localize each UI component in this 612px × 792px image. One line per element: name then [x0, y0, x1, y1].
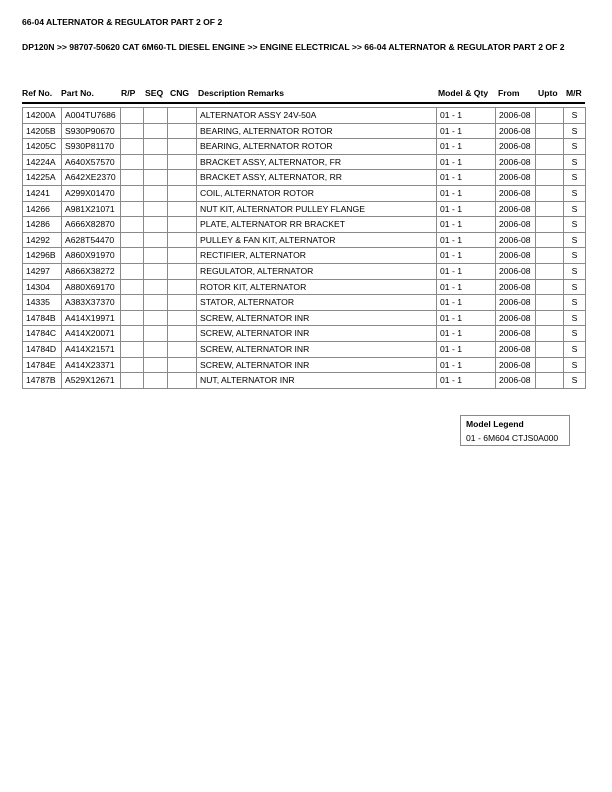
upto-cell [536, 357, 564, 373]
model-qty-cell: 01 - 1 [437, 123, 496, 139]
model-qty-cell: 01 - 1 [437, 108, 496, 124]
rp-cell [121, 248, 144, 264]
from-cell: 2006-08 [496, 295, 536, 311]
description-cell: BRACKET ASSY, ALTERNATOR, RR [197, 170, 437, 186]
ref-cell: 14286 [23, 217, 62, 233]
rp-cell [121, 201, 144, 217]
cng-cell [168, 263, 197, 279]
seq-cell [144, 232, 168, 248]
col-header-upto: Upto [538, 88, 558, 98]
col-header-model: Model & Qty [438, 88, 489, 98]
from-cell: 2006-08 [496, 326, 536, 342]
upto-cell [536, 201, 564, 217]
mr-cell: S [564, 357, 586, 373]
page-title: 66-04 ALTERNATOR & REGULATOR PART 2 OF 2 [22, 17, 223, 27]
ref-cell: 14205C [23, 139, 62, 155]
model-qty-cell: 01 - 1 [437, 217, 496, 233]
table-row [23, 295, 586, 311]
part-number-cell: A414X20071 [62, 326, 121, 342]
part-number-cell: S930P90670 [62, 123, 121, 139]
upto-cell [536, 279, 564, 295]
mr-cell: S [564, 295, 586, 311]
col-header-ref: Ref No. [22, 88, 53, 98]
model-legend-entry: 01 - 6M604 CTJS0A000 [466, 433, 559, 443]
ref-cell: 14292 [23, 232, 62, 248]
description-cell: COIL, ALTERNATOR ROTOR [197, 185, 437, 201]
upto-cell [536, 185, 564, 201]
upto-cell [536, 248, 564, 264]
description-cell: NUT, ALTERNATOR INR [197, 373, 437, 389]
seq-cell [144, 217, 168, 233]
seq-cell [144, 108, 168, 124]
cng-cell [168, 108, 197, 124]
mr-cell: S [564, 326, 586, 342]
cng-cell [168, 123, 197, 139]
table-row [23, 373, 586, 389]
mr-cell: S [564, 123, 586, 139]
seq-cell [144, 295, 168, 311]
part-number-cell: A866X38272 [62, 263, 121, 279]
seq-cell [144, 279, 168, 295]
rp-cell [121, 310, 144, 326]
cng-cell [168, 248, 197, 264]
model-qty-cell: 01 - 1 [437, 263, 496, 279]
description-cell: ALTERNATOR ASSY 24V-50A [197, 108, 437, 124]
description-cell: REGULATOR, ALTERNATOR [197, 263, 437, 279]
model-qty-cell: 01 - 1 [437, 201, 496, 217]
mr-cell: S [564, 139, 586, 155]
seq-cell [144, 263, 168, 279]
mr-cell: S [564, 170, 586, 186]
mr-cell: S [564, 310, 586, 326]
description-cell: SCREW, ALTERNATOR INR [197, 357, 437, 373]
model-qty-cell: 01 - 1 [437, 170, 496, 186]
part-number-cell: A666X82870 [62, 217, 121, 233]
model-qty-cell: 01 - 1 [437, 357, 496, 373]
upto-cell [536, 108, 564, 124]
rp-cell [121, 139, 144, 155]
model-legend [460, 415, 570, 446]
col-header-seq: SEQ [145, 88, 164, 98]
from-cell: 2006-08 [496, 154, 536, 170]
rp-cell [121, 123, 144, 139]
description-cell: SCREW, ALTERNATOR INR [197, 310, 437, 326]
from-cell: 2006-08 [496, 373, 536, 389]
ref-cell: 14304 [23, 279, 62, 295]
col-header-mr: M/R [566, 88, 582, 98]
rp-cell [121, 263, 144, 279]
ref-cell: 14296B [23, 248, 62, 264]
ref-cell: 14784B [23, 310, 62, 326]
description-cell: RECTIFIER, ALTERNATOR [197, 248, 437, 264]
model-qty-cell: 01 - 1 [437, 341, 496, 357]
ref-cell: 14784E [23, 357, 62, 373]
mr-cell: S [564, 108, 586, 124]
rp-cell [121, 108, 144, 124]
cng-cell [168, 310, 197, 326]
rp-cell [121, 373, 144, 389]
upto-cell [536, 263, 564, 279]
model-qty-cell: 01 - 1 [437, 248, 496, 264]
description-cell: SCREW, ALTERNATOR INR [197, 326, 437, 342]
description-cell: BRACKET ASSY, ALTERNATOR, FR [197, 154, 437, 170]
rp-cell [121, 154, 144, 170]
mr-cell: S [564, 248, 586, 264]
seq-cell [144, 123, 168, 139]
seq-cell [144, 326, 168, 342]
part-number-cell: S930P81170 [62, 139, 121, 155]
from-cell: 2006-08 [496, 217, 536, 233]
ref-cell: 14225A [23, 170, 62, 186]
part-number-cell: A880X69170 [62, 279, 121, 295]
table-row [23, 217, 586, 233]
rp-cell [121, 357, 144, 373]
description-cell: ROTOR KIT, ALTERNATOR [197, 279, 437, 295]
table-row [23, 326, 586, 342]
rp-cell [121, 341, 144, 357]
table-row [23, 185, 586, 201]
table-row [23, 357, 586, 373]
seq-cell [144, 170, 168, 186]
upto-cell [536, 373, 564, 389]
from-cell: 2006-08 [496, 263, 536, 279]
ref-cell: 14784D [23, 341, 62, 357]
description-cell: NUT KIT, ALTERNATOR PULLEY FLANGE [197, 201, 437, 217]
col-header-from: From [498, 88, 520, 98]
parts-table-body [23, 108, 586, 389]
cng-cell [168, 341, 197, 357]
upto-cell [536, 217, 564, 233]
cng-cell [168, 326, 197, 342]
from-cell: 2006-08 [496, 248, 536, 264]
part-number-cell: A981X21071 [62, 201, 121, 217]
cng-cell [168, 279, 197, 295]
model-legend-title: Model Legend [466, 419, 524, 429]
cng-cell [168, 357, 197, 373]
from-cell: 2006-08 [496, 201, 536, 217]
upto-cell [536, 232, 564, 248]
model-qty-cell: 01 - 1 [437, 326, 496, 342]
table-row [23, 232, 586, 248]
rp-cell [121, 170, 144, 186]
mr-cell: S [564, 263, 586, 279]
cng-cell [168, 373, 197, 389]
from-cell: 2006-08 [496, 279, 536, 295]
from-cell: 2006-08 [496, 185, 536, 201]
part-number-cell: A414X19971 [62, 310, 121, 326]
seq-cell [144, 201, 168, 217]
rp-cell [121, 326, 144, 342]
seq-cell [144, 373, 168, 389]
model-qty-cell: 01 - 1 [437, 295, 496, 311]
upto-cell [536, 170, 564, 186]
ref-cell: 14335 [23, 295, 62, 311]
part-number-cell: A383X37370 [62, 295, 121, 311]
part-number-cell: A414X21571 [62, 341, 121, 357]
seq-cell [144, 341, 168, 357]
table-row [23, 263, 586, 279]
model-qty-cell: 01 - 1 [437, 185, 496, 201]
col-header-desc: Description Remarks [198, 88, 284, 98]
cng-cell [168, 139, 197, 155]
rp-cell [121, 232, 144, 248]
table-row [23, 123, 586, 139]
from-cell: 2006-08 [496, 341, 536, 357]
part-number-cell: A004TU7686 [62, 108, 121, 124]
from-cell: 2006-08 [496, 170, 536, 186]
parts-table [22, 107, 586, 389]
from-cell: 2006-08 [496, 310, 536, 326]
header-rule [22, 102, 585, 104]
table-row [23, 201, 586, 217]
mr-cell: S [564, 201, 586, 217]
rp-cell [121, 279, 144, 295]
mr-cell: S [564, 279, 586, 295]
mr-cell: S [564, 154, 586, 170]
upto-cell [536, 123, 564, 139]
table-row [23, 279, 586, 295]
description-cell: BEARING, ALTERNATOR ROTOR [197, 123, 437, 139]
ref-cell: 14224A [23, 154, 62, 170]
seq-cell [144, 310, 168, 326]
upto-cell [536, 326, 564, 342]
upto-cell [536, 310, 564, 326]
mr-cell: S [564, 373, 586, 389]
from-cell: 2006-08 [496, 123, 536, 139]
ref-cell: 14266 [23, 201, 62, 217]
cng-cell [168, 295, 197, 311]
ref-cell: 14784C [23, 326, 62, 342]
part-number-cell: A529X12671 [62, 373, 121, 389]
rp-cell [121, 185, 144, 201]
ref-cell: 14787B [23, 373, 62, 389]
from-cell: 2006-08 [496, 139, 536, 155]
ref-cell: 14297 [23, 263, 62, 279]
seq-cell [144, 248, 168, 264]
table-row [23, 108, 586, 124]
ref-cell: 14200A [23, 108, 62, 124]
model-qty-cell: 01 - 1 [437, 310, 496, 326]
table-row [23, 310, 586, 326]
upto-cell [536, 295, 564, 311]
upto-cell [536, 139, 564, 155]
seq-cell [144, 139, 168, 155]
model-qty-cell: 01 - 1 [437, 373, 496, 389]
table-row [23, 170, 586, 186]
rp-cell [121, 295, 144, 311]
part-number-cell: A642XE2370 [62, 170, 121, 186]
description-cell: PULLEY & FAN KIT, ALTERNATOR [197, 232, 437, 248]
seq-cell [144, 357, 168, 373]
from-cell: 2006-08 [496, 232, 536, 248]
table-row [23, 139, 586, 155]
part-number-cell: A299X01470 [62, 185, 121, 201]
seq-cell [144, 154, 168, 170]
cng-cell [168, 201, 197, 217]
model-qty-cell: 01 - 1 [437, 279, 496, 295]
cng-cell [168, 170, 197, 186]
col-header-cng: CNG [170, 88, 190, 98]
model-qty-cell: 01 - 1 [437, 232, 496, 248]
cng-cell [168, 232, 197, 248]
description-cell: SCREW, ALTERNATOR INR [197, 341, 437, 357]
part-number-cell: A860X91970 [62, 248, 121, 264]
upto-cell [536, 154, 564, 170]
part-number-cell: A414X23371 [62, 357, 121, 373]
mr-cell: S [564, 341, 586, 357]
ref-cell: 14241 [23, 185, 62, 201]
ref-cell: 14205B [23, 123, 62, 139]
table-row [23, 248, 586, 264]
description-cell: PLATE, ALTERNATOR RR BRACKET [197, 217, 437, 233]
description-cell: STATOR, ALTERNATOR [197, 295, 437, 311]
mr-cell: S [564, 232, 586, 248]
from-cell: 2006-08 [496, 108, 536, 124]
model-qty-cell: 01 - 1 [437, 139, 496, 155]
part-number-cell: A628T54470 [62, 232, 121, 248]
rp-cell [121, 217, 144, 233]
part-number-cell: A640X57570 [62, 154, 121, 170]
table-row [23, 341, 586, 357]
description-cell: BEARING, ALTERNATOR ROTOR [197, 139, 437, 155]
cng-cell [168, 154, 197, 170]
mr-cell: S [564, 217, 586, 233]
breadcrumb: DP120N >> 98707-50620 CAT 6M60-TL DIESEL ENGINE >> ENGINE ELECTRICAL >> 66-04 ALTERNATOR & REGULATOR PART 2 OF 2 [22, 42, 565, 52]
cng-cell [168, 217, 197, 233]
col-header-rp: R/P [121, 88, 136, 98]
cng-cell [168, 185, 197, 201]
mr-cell: S [564, 185, 586, 201]
from-cell: 2006-08 [496, 357, 536, 373]
seq-cell [144, 185, 168, 201]
table-row [23, 154, 586, 170]
model-qty-cell: 01 - 1 [437, 154, 496, 170]
col-header-part: Part No. [61, 88, 94, 98]
upto-cell [536, 341, 564, 357]
